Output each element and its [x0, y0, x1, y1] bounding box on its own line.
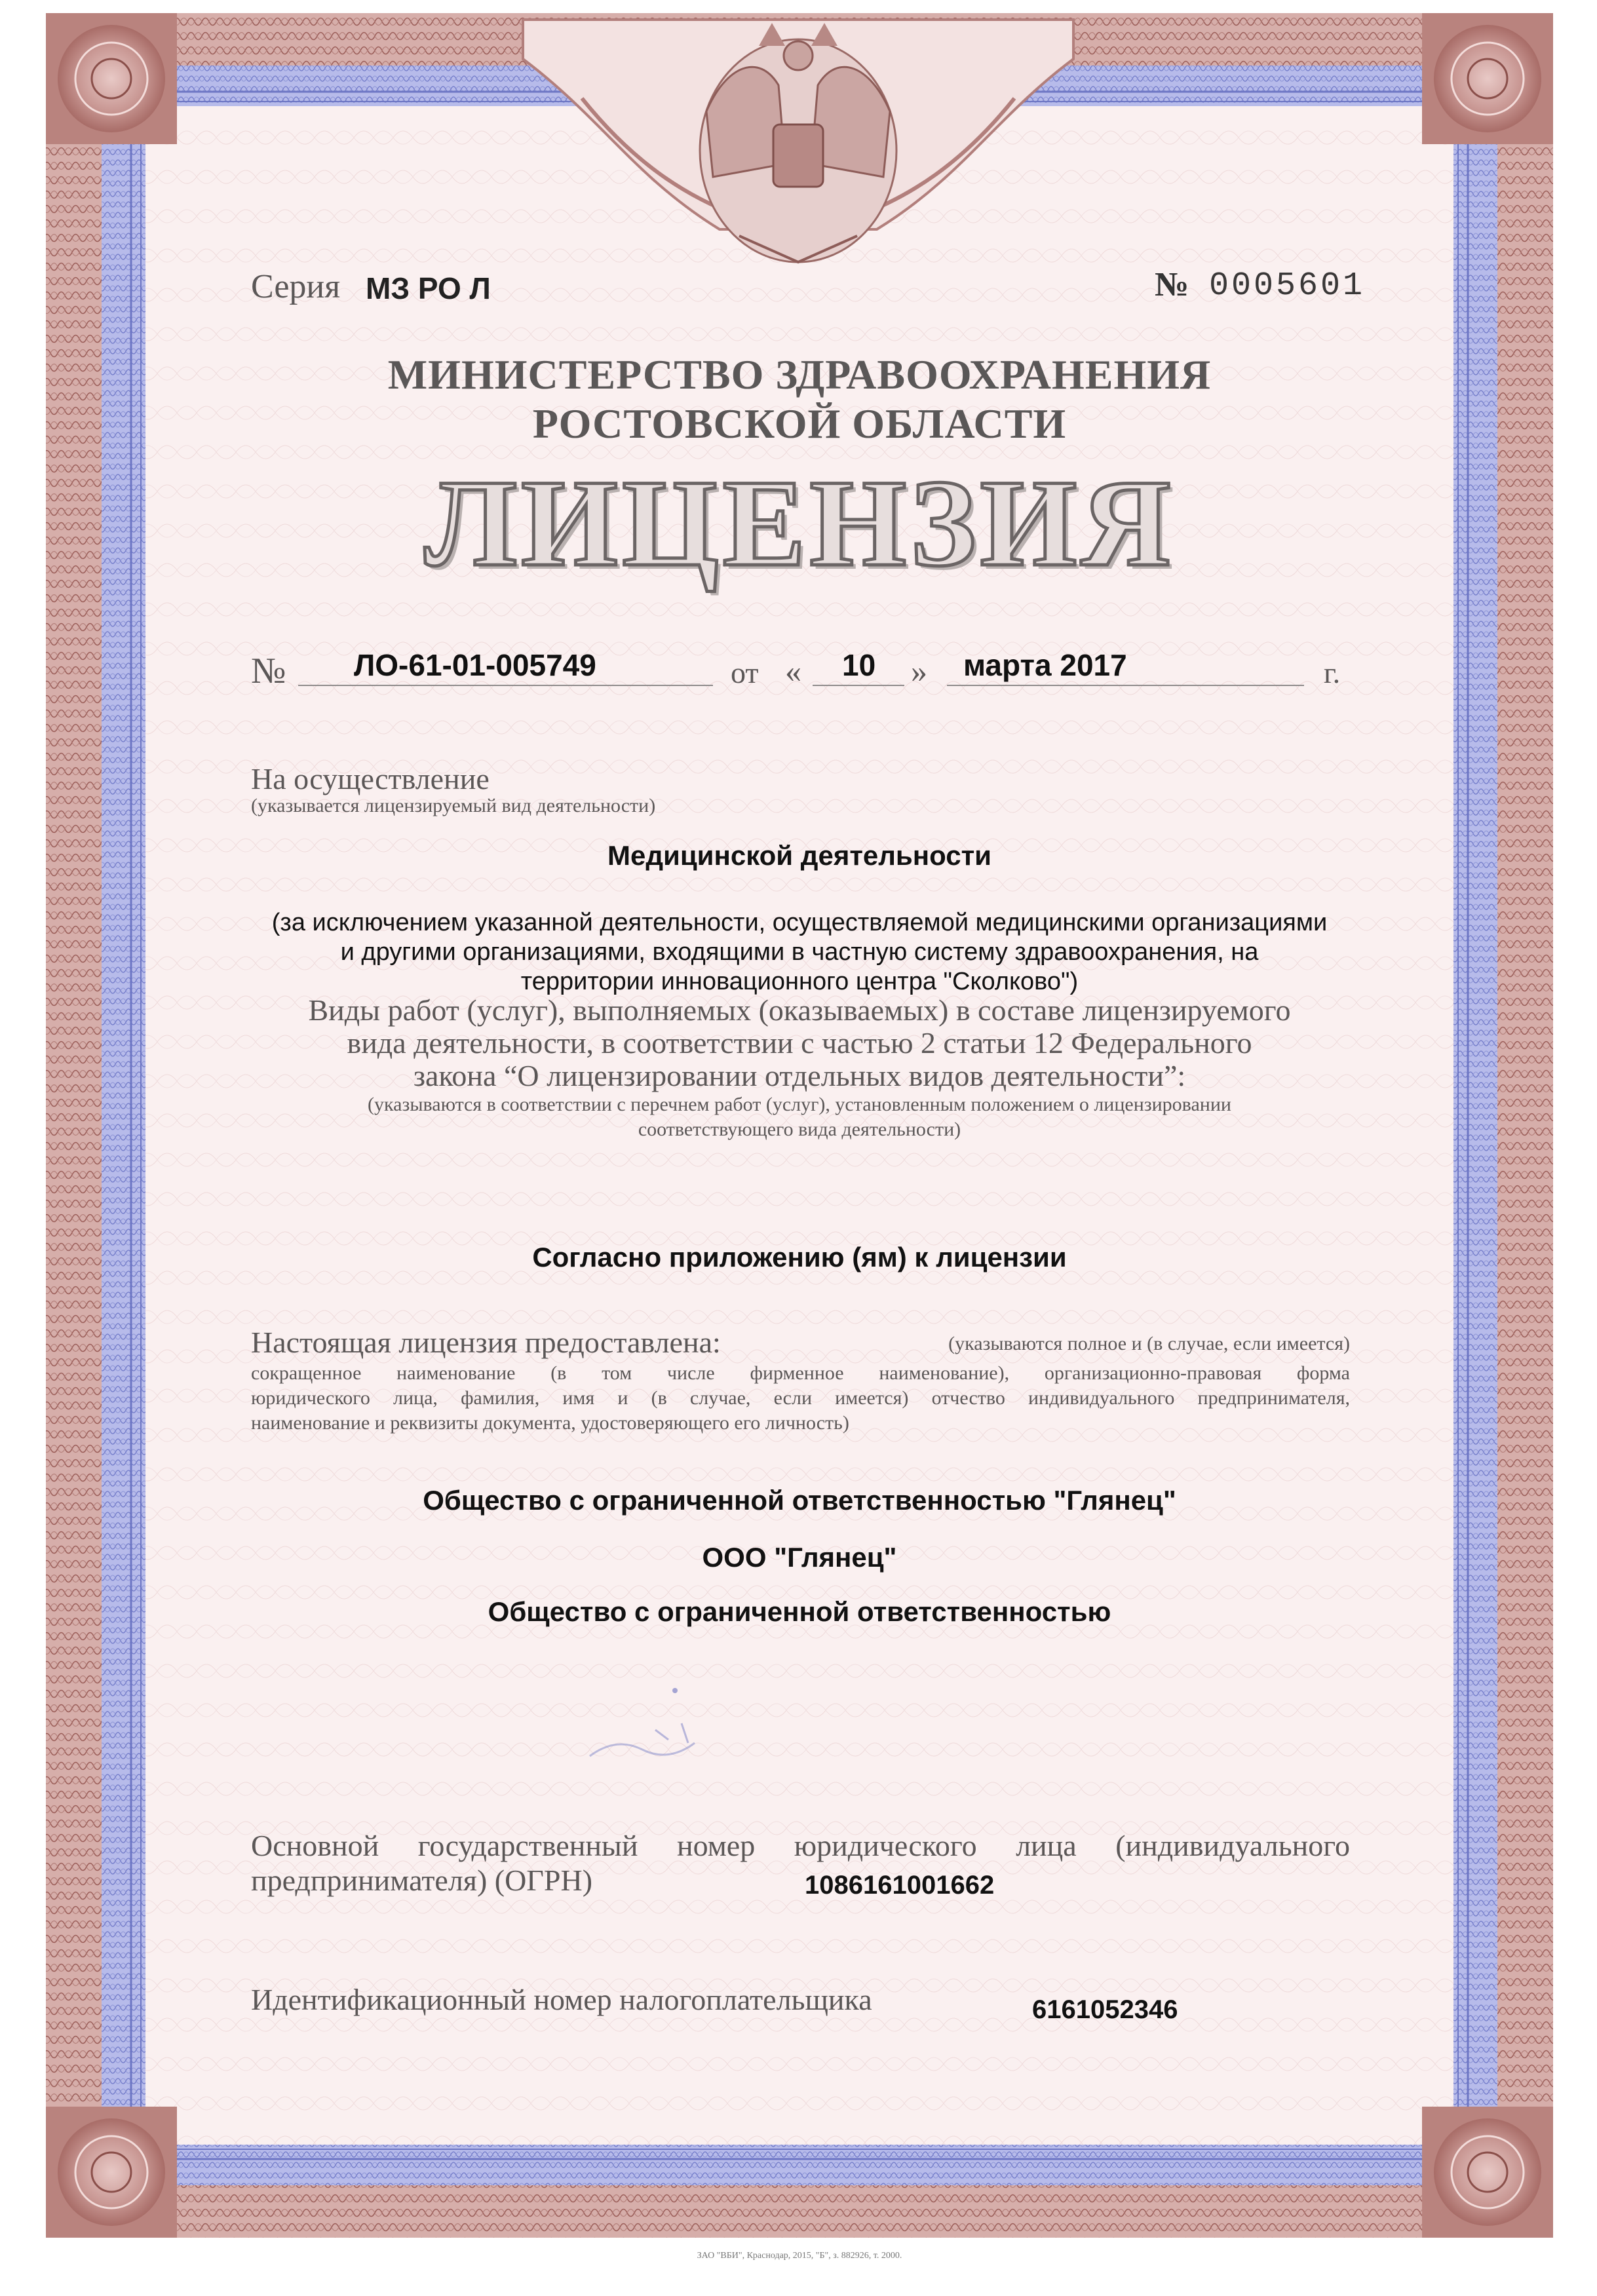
license-number-underline — [298, 685, 713, 686]
grantee-hint-line-3: юридического лица, фамилия, имя и (в случае, если имеется) отчество индивидуального предпринимателя, — [251, 1387, 1350, 1409]
open-quote: « — [785, 653, 801, 689]
series-label: Серия — [251, 268, 341, 305]
grantee-hint-line-2: сокращенное наименование (в том числе фирменное наименование), организационно-правовая форма — [251, 1362, 1350, 1384]
ogrn-label-line-1: Основной государственный номер юридического лица (индивидуального — [251, 1829, 1350, 1862]
activity-exclusion-line-2: и другими организациями, входящими в частную систему здравоохранения, на — [340, 938, 1259, 966]
activity-hint: (указывается лицензируемый вид деятельности) — [251, 795, 656, 816]
authority-line-2: РОСТОВСКОЙ ОБЛАСТИ — [532, 400, 1067, 447]
license-day: 10 — [842, 648, 876, 682]
series-value: МЗ РО Л — [366, 271, 491, 305]
activity-label: На осуществление — [251, 762, 490, 795]
inn-value: 6161052346 — [1032, 1995, 1178, 2024]
close-quote: » — [911, 653, 927, 689]
works-line-1: Виды работ (услуг), выполняемых (оказываемых) в составе лицензируемого — [308, 993, 1291, 1027]
license-number-sign: № — [251, 651, 286, 691]
corner-rosette-bottom-right — [1422, 2107, 1553, 2238]
grantee-short-name: ООО "Глянец" — [702, 1542, 897, 1573]
number-sign: № — [1155, 266, 1189, 303]
works-value: Согласно приложению (ям) к лицензии — [532, 1242, 1067, 1272]
corner-rosette-bottom-left — [46, 2107, 177, 2238]
activity-exclusion-line-3: территории инновационного центра "Сколково") — [520, 968, 1079, 995]
activity-exclusion-line-1: (за исключением указанной деятельности, осуществляемой медицинскими организациями — [271, 909, 1328, 936]
works-hint-line-2: соответствующего вида деятельности) — [638, 1119, 961, 1140]
license-month-year: марта 2017 — [963, 648, 1127, 682]
printer-imprint: ЗАО "ВБИ", Краснодар, 2015, "Б", з. 882926, т. 2000. — [697, 2251, 902, 2261]
inn-label: Идентификационный номер налогоплательщика — [251, 1983, 872, 2016]
activity-value: Медицинской деятельности — [607, 840, 991, 871]
works-line-3: закона “О лицензировании отдельных видов деятельности”: — [413, 1059, 1186, 1092]
corner-rosette-top-right — [1422, 13, 1553, 144]
ogrn-value: 1086161001662 — [805, 1871, 995, 1900]
grantee-legal-form: Общество с ограниченной ответственностью — [488, 1596, 1111, 1627]
year-suffix: г. — [1324, 656, 1341, 689]
grantee-hint-line-4: наименование и реквизиты документа, удостоверяющего его личность) — [251, 1412, 849, 1434]
date-underline — [947, 685, 1304, 686]
blank-number: 0005601 — [1209, 267, 1366, 305]
grantee-full-name: Общество с ограниченной ответственностью "Глянец" — [423, 1485, 1176, 1516]
from-label: от — [731, 656, 759, 689]
works-hint-line-1: (указываются в соответствии с перечнем работ (услуг), установленным положением о лицензировании — [368, 1094, 1231, 1115]
license-number: ЛО-61-01-005749 — [354, 648, 596, 682]
grantee-hint-line-1: (указываются полное и (в случае, если имеется) — [948, 1333, 1350, 1354]
authority-line-1: МИНИСТЕРСТВО ЗДРАВООХРАНЕНИЯ — [387, 351, 1212, 398]
ogrn-label-line-2: предпринимателя) (ОГРН) — [251, 1864, 593, 1897]
works-line-2: вида деятельности, в соответствии с частью 2 статьи 12 Федерального — [347, 1026, 1252, 1060]
document-title: ЛИЦЕНЗИЯ — [424, 455, 1175, 592]
corner-rosette-top-left — [46, 13, 177, 144]
grantee-label: Настоящая лицензия предоставлена: — [251, 1326, 721, 1359]
faint-stamp-mark — [577, 1677, 747, 1782]
day-underline — [813, 685, 904, 686]
